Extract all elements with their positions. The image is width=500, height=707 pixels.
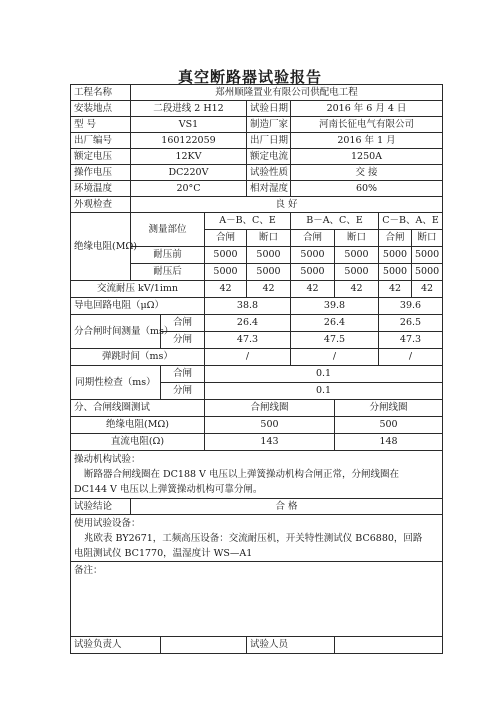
remarks-section: [71, 562, 443, 637]
before-label: 耐压前: [131, 247, 205, 264]
report-title: 真空断路器试验报告: [177, 68, 322, 86]
remarks-label: 备注：: [74, 565, 103, 576]
bounce-value-c: /: [379, 349, 443, 366]
equipment-text-line1: 兆欧表 BY2671，工频高压设备：交流耐压机，开关特性测试仪 BC6880，回路: [84, 533, 423, 544]
appearance-value: 良 好: [131, 197, 443, 213]
coil-ins-open: 500: [335, 417, 443, 434]
equipment-section: [71, 515, 443, 562]
sync-close-value: 0.1: [205, 366, 443, 383]
sub-break-b: 断口: [335, 230, 379, 247]
timing-open-b: 47.5: [291, 332, 379, 349]
group-c-header: C－B、A、E: [379, 213, 443, 230]
bounce-value-b: /: [291, 349, 379, 366]
loop-value-b: 39.8: [291, 298, 379, 315]
conclusion-label: 试验结论: [71, 499, 131, 515]
before-value: 5000: [379, 247, 412, 264]
loop-value-c: 39.6: [379, 298, 443, 315]
timing-close-a: 26.4: [205, 315, 291, 332]
open-coil-header: 分闸线圈: [335, 400, 443, 417]
sync-open-label: 分闸: [161, 383, 205, 400]
after-value: 5000: [379, 264, 412, 281]
tester-value: [335, 637, 443, 654]
after-value: 5000: [412, 264, 443, 281]
env-temp-label: 环境温度: [71, 181, 131, 197]
serial-label: 出厂编号: [71, 133, 131, 149]
loop-value-a: 38.8: [205, 298, 291, 315]
test-date-label: 试验日期: [247, 101, 291, 117]
timing-label: 分合闸时间测量（ms）: [71, 315, 161, 349]
insulation-label: 绝缘电阻(MΩ): [71, 213, 131, 281]
coil-ins-label: 绝缘电阻(MΩ): [71, 417, 205, 434]
ac-value: 42: [379, 281, 412, 298]
coil-dc-label: 直流电阻(Ω): [71, 434, 205, 451]
test-nature-label: 试验性质: [247, 165, 291, 181]
coil-dc-open: 148: [335, 434, 443, 451]
rated-current-label: 额定电流: [247, 149, 291, 165]
before-value: 5000: [412, 247, 443, 264]
factory-date-label: 出厂日期: [247, 133, 291, 149]
timing-close-label: 合闸: [161, 315, 205, 332]
conclusion-value: 合 格: [131, 499, 443, 515]
mechanism-label: 操动机构试验：: [74, 454, 141, 465]
mechanism-text-line1: 断路器合闸线圈在 DC188 V 电压以上弹簧操动机构合闸正常，分闸线圈在: [84, 469, 399, 480]
report-table: [70, 84, 443, 654]
maker-value: 河南长征电气有限公司: [291, 117, 443, 133]
humidity-value: 60%: [291, 181, 443, 197]
mechanism-section: [71, 451, 443, 499]
location-value: 二段进线 2 H12: [131, 101, 247, 117]
responsible-label: 试验负责人: [71, 637, 161, 654]
maker-label: 制造厂家: [247, 117, 291, 133]
location-label: 安装地点: [71, 101, 131, 117]
timing-open-label: 分闸: [161, 332, 205, 349]
test-date-value: 2016 年 6 月 4 日: [291, 101, 443, 117]
equipment-text-line2: 电阻测试仪 BC1770，温湿度计 WS—A1: [74, 548, 253, 559]
rated-voltage-label: 额定电压: [71, 149, 131, 165]
ac-value: 42: [335, 281, 379, 298]
ac-withstand-label: 交流耐压 kV/1imn: [71, 281, 205, 298]
test-nature-value: 交 接: [291, 165, 443, 181]
bounce-label: 弹跳时间（ms）: [71, 349, 205, 366]
model-value: VS1: [131, 117, 247, 133]
timing-close-b: 26.4: [291, 315, 379, 332]
op-voltage-value: DC220V: [131, 165, 247, 181]
appearance-label: 外观检查: [71, 197, 131, 213]
rated-voltage-value: 12KV: [131, 149, 247, 165]
ac-value: 42: [247, 281, 291, 298]
before-value: 5000: [205, 247, 247, 264]
mechanism-text-line2: DC144 V 电压以上弹簧操动机构可靠分闸。: [74, 484, 263, 495]
responsible-value: [161, 637, 247, 654]
ac-value: 42: [412, 281, 443, 298]
ac-value: 42: [291, 281, 335, 298]
serial-value: 160122059: [131, 133, 247, 149]
sub-break-a: 断口: [247, 230, 291, 247]
sub-close-b: 合闸: [291, 230, 335, 247]
loop-resistance-label: 导电回路电阻（μΩ）: [71, 298, 205, 315]
coil-ins-close: 500: [205, 417, 335, 434]
sub-close-c: 合闸: [379, 230, 412, 247]
factory-date-value: 2016 年 1 月: [291, 133, 443, 149]
after-value: 5000: [247, 264, 291, 281]
coil-label: 分、合闸线圈测试: [71, 400, 205, 417]
sub-break-c: 断口: [412, 230, 443, 247]
ac-value: 42: [205, 281, 247, 298]
rated-current-value: 1250A: [291, 149, 443, 165]
before-value: 5000: [335, 247, 379, 264]
equipment-label: 使用试验设备：: [74, 518, 141, 529]
after-label: 耐压后: [131, 264, 205, 281]
coil-dc-close: 143: [205, 434, 335, 451]
after-value: 5000: [205, 264, 247, 281]
group-b-header: B－A、C、E: [291, 213, 379, 230]
sync-open-value: 0.1: [205, 383, 443, 400]
sync-close-label: 合闸: [161, 366, 205, 383]
close-coil-header: 合闸线圈: [205, 400, 335, 417]
tester-label: 试验人员: [247, 637, 335, 654]
env-temp-value: 20°C: [131, 181, 247, 197]
humidity-label: 相对湿度: [247, 181, 291, 197]
after-value: 5000: [335, 264, 379, 281]
before-value: 5000: [247, 247, 291, 264]
group-a-header: A－B、C、E: [205, 213, 291, 230]
bounce-value-a: /: [205, 349, 291, 366]
after-value: 5000: [291, 264, 335, 281]
sub-close-a: 合闸: [205, 230, 247, 247]
project-label: 工程名称: [71, 85, 131, 101]
before-value: 5000: [291, 247, 335, 264]
timing-open-c: 47.3: [379, 332, 443, 349]
op-voltage-label: 操作电压: [71, 165, 131, 181]
model-label: 型 号: [71, 117, 131, 133]
timing-open-a: 47.3: [205, 332, 291, 349]
sync-label: 同期性检查（ms）: [71, 366, 161, 400]
project-value: 郑州顺隆置业有限公司供配电工程: [131, 85, 443, 101]
timing-close-c: 26.5: [379, 315, 443, 332]
part-label: 测量部位: [131, 213, 205, 247]
